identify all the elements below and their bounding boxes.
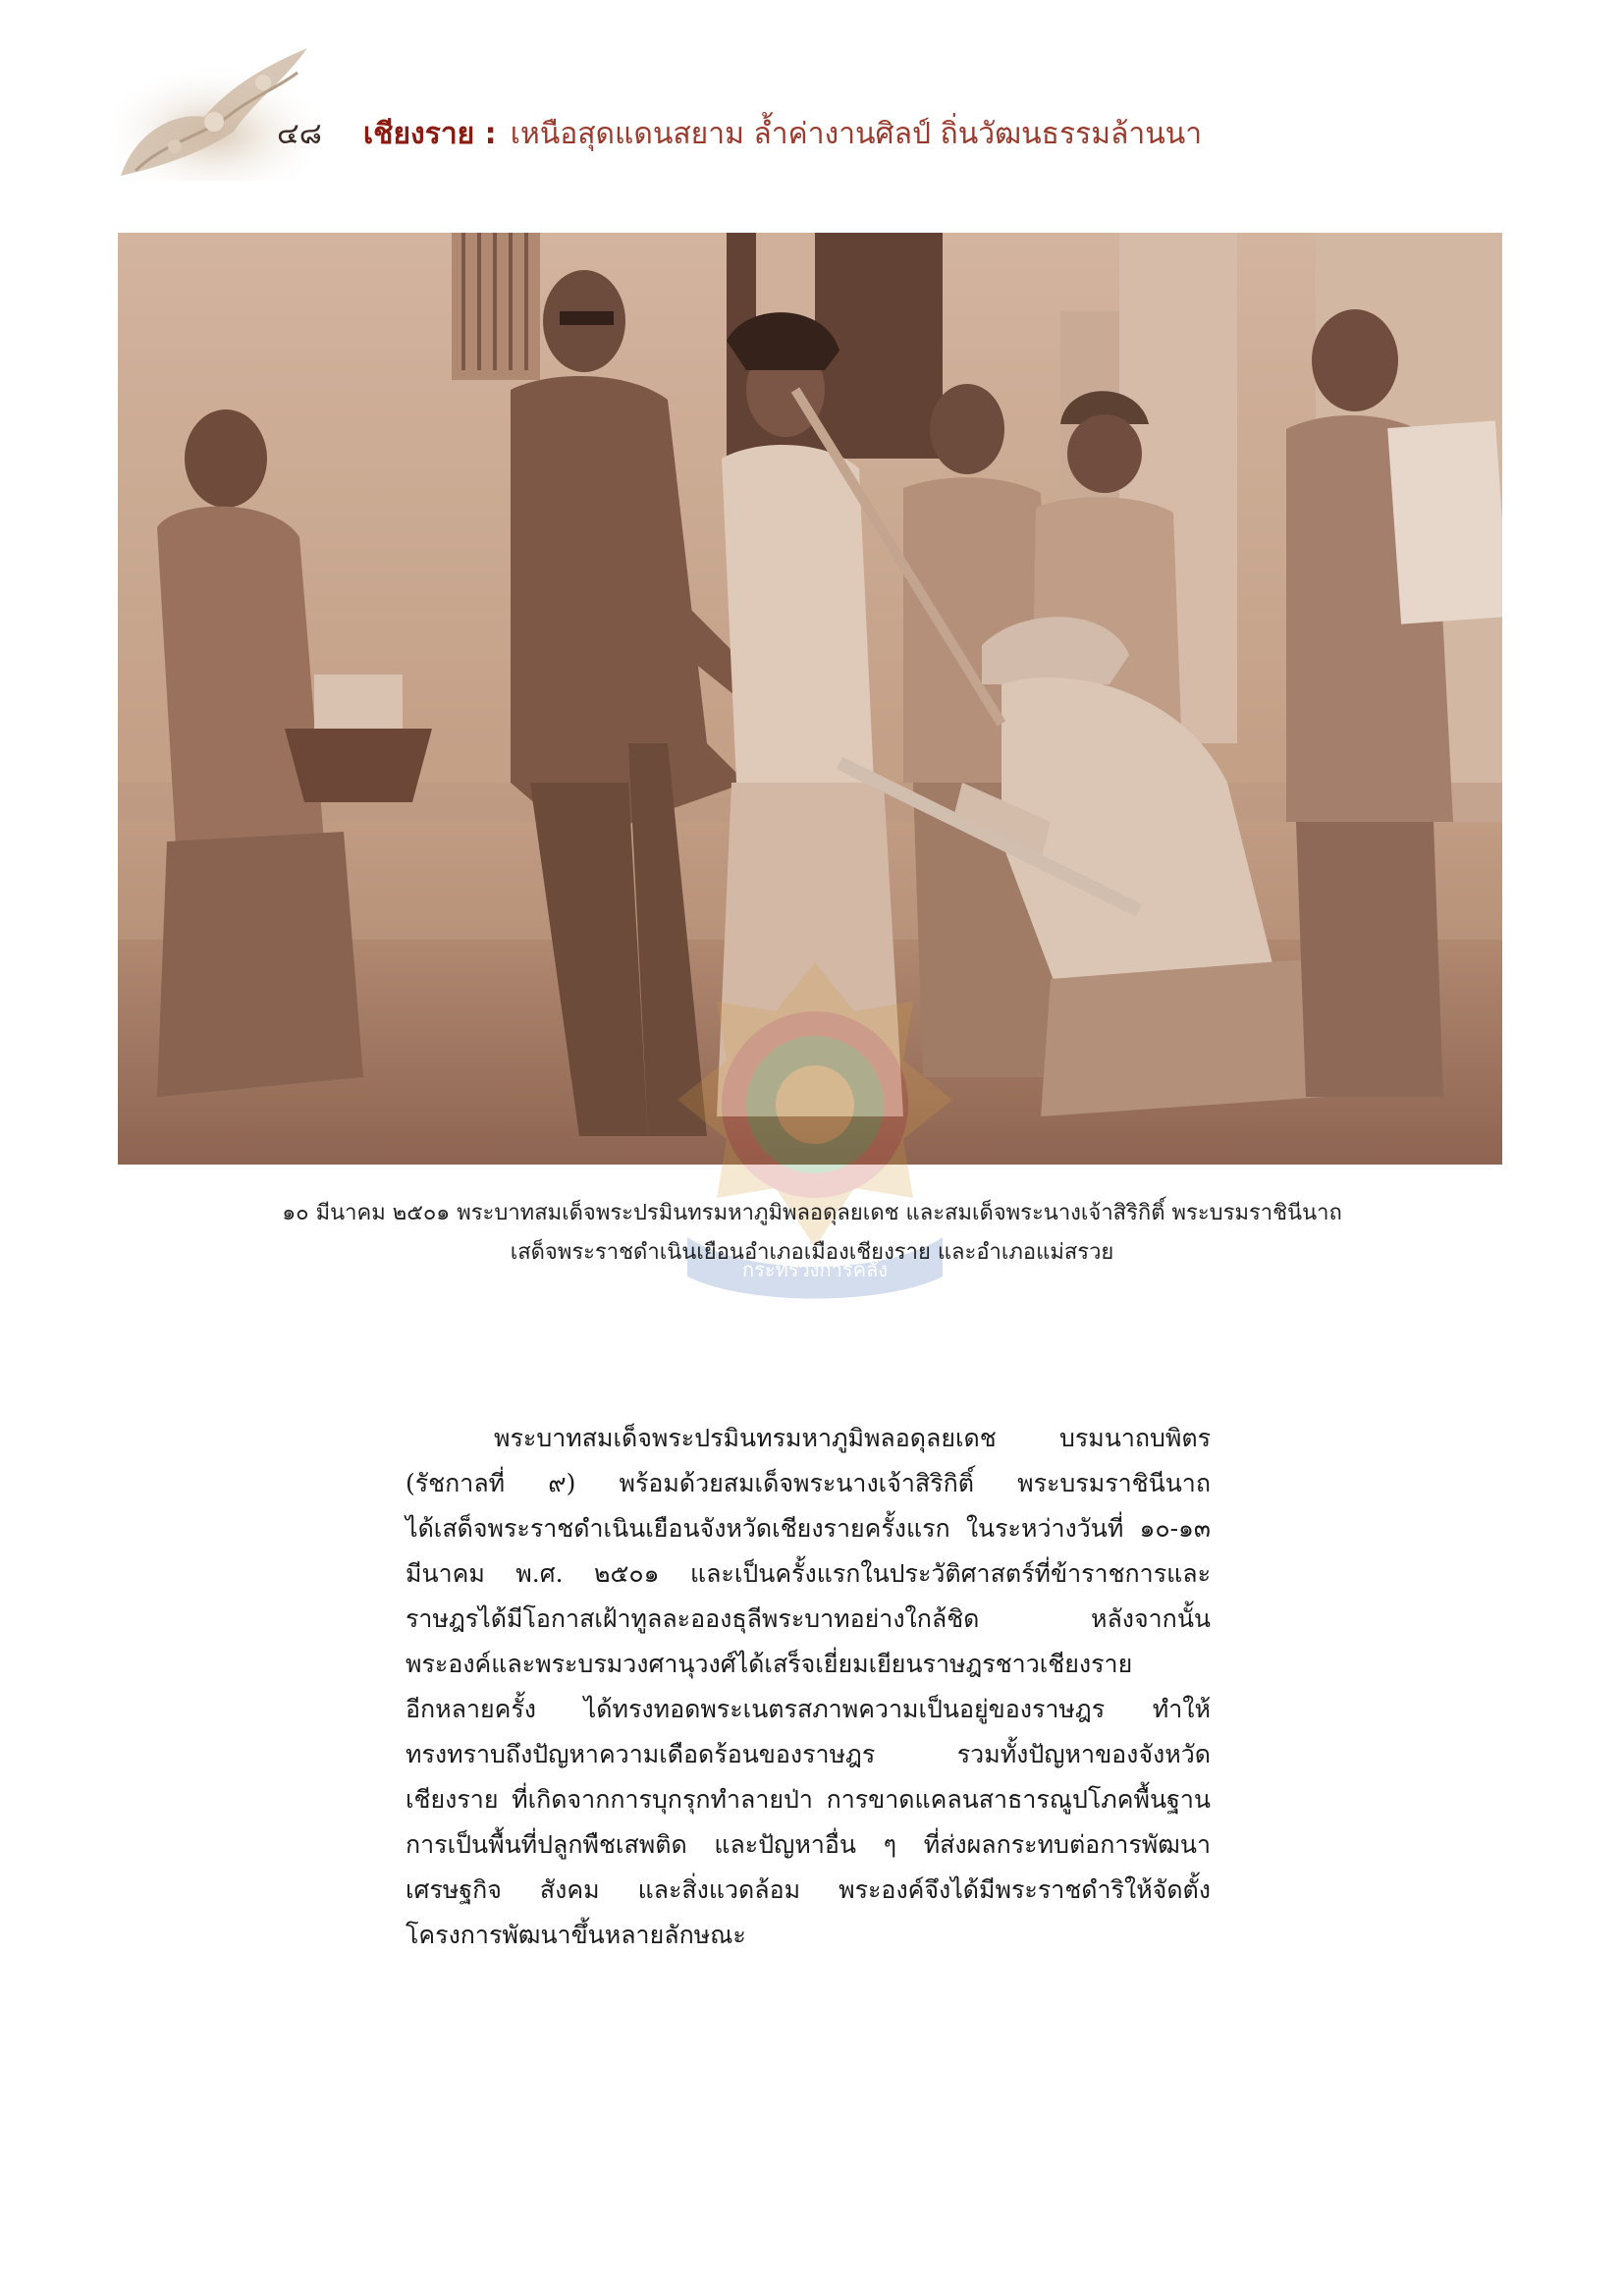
body-line: เศรษฐกิจ สังคม และสิ่งแวดล้อม พระองค์จึงได้มีพระราชดำริให้จัดตั้ง	[406, 1875, 1211, 1904]
book-subtitle: เหนือสุดแดนสยาม ล้ำค่างานศิลป์ ถิ่นวัฒนธรรมล้านนา	[510, 116, 1203, 151]
page-number: ๔๘	[277, 116, 322, 151]
body-line: ทรงทราบถึงปัญหาความเดือดร้อนของราษฎร รวมทั้งปัญหาของจังหวัด	[406, 1740, 1211, 1768]
body-line: โครงการพัฒนาขึ้นหลายลักษณะ	[406, 1921, 746, 1949]
seal-text: กระทรวงการคลัง	[742, 1258, 888, 1281]
body-line: ราษฎรได้มีโอกาสเฝ้าทูลละอองธุลีพระบาทอย่างใกล้ชิด หลังจากนั้น	[406, 1604, 1211, 1633]
historical-photo	[118, 233, 1502, 1165]
body-line: พระองค์และพระบรมวงศานุวงศ์ได้เสร็จเยี่ยมเยียนราษฎรชาวเชียงราย	[406, 1650, 1133, 1678]
body-line: อีกหลายครั้ง ได้ทรงทอดพระเนตรสภาพความเป็นอยู่ของราษฎร ทำให้	[406, 1695, 1211, 1723]
body-line: ได้เสด็จพระราชดำเนินเยือนจังหวัดเชียงรายครั้งแรก ในระหว่างวันที่ ๑๐-๑๓	[406, 1514, 1211, 1543]
body-paragraph	[406, 1416, 1211, 1958]
book-title: เชียงราย :	[362, 116, 497, 151]
body-line: พระบาทสมเด็จพระปรมินทรมหาภูมิพลอดุลยเดช บรมนาถบพิตร	[494, 1424, 1211, 1452]
photo-illustration	[118, 233, 1502, 1165]
body-line: (รัชกาลที่ ๙) พร้อมด้วยสมเด็จพระนางเจ้าสิริกิติ์ พระบรมราชินีนาถ	[406, 1469, 1211, 1497]
body-line: มีนาคม พ.ศ. ๒๕๐๑ และเป็นครั้งแรกในประวัติศาสตร์ที่ข้าราชการและ	[406, 1559, 1211, 1588]
caption-line-1: ๑๐ มีนาคม ๒๕๐๑ พระบาทสมเด็จพระปรมินทรมหาภูมิพลอดุลยเดช และสมเด็จพระนางเจ้าสิริกิติ์ พระบรมราชินีนาถ	[282, 1201, 1342, 1225]
body-line: เชียงราย ที่เกิดจากการบุกรุกทำลายป่า การขาดแคลนสาธารณูปโภคพื้นฐาน	[406, 1785, 1211, 1814]
body-line: การเป็นพื้นที่ปลูกพืชเสพติด และปัญหาอื่น ๆ ที่ส่งผลกระทบต่อการพัฒนา	[406, 1830, 1211, 1859]
photo-caption	[137, 1194, 1487, 1273]
running-header	[277, 110, 1202, 157]
caption-line-2: เสด็จพระราชดำเนินเยือนอำเภอเมืองเชียงราย และอำเภอแม่สรวย	[510, 1240, 1114, 1265]
